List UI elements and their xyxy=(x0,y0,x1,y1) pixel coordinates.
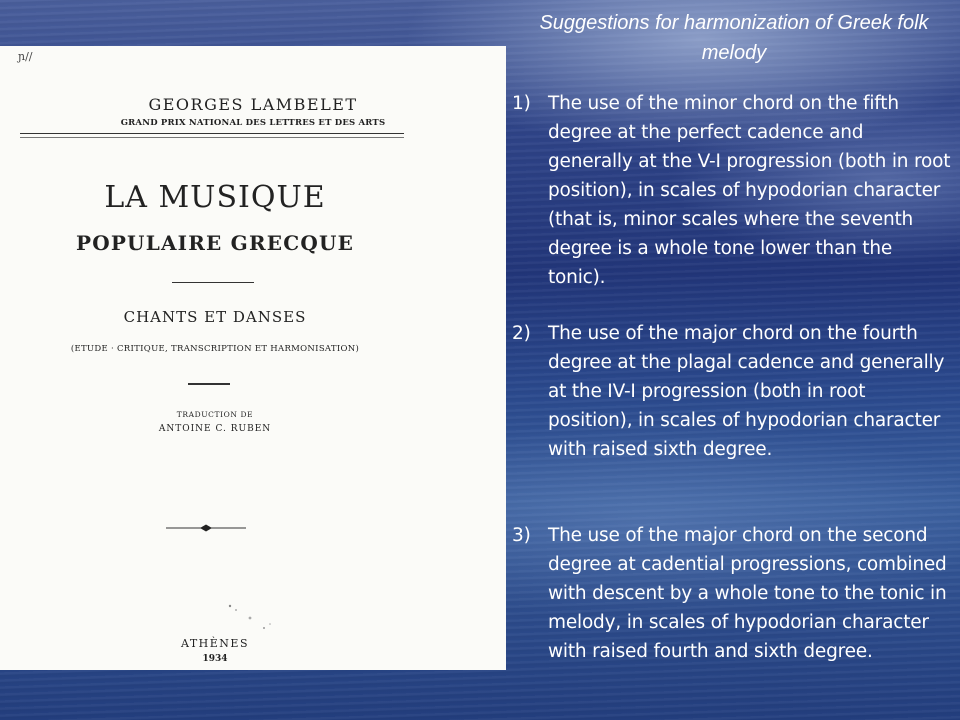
publication-year: 1934 xyxy=(202,654,228,664)
list-item-number: 3) xyxy=(512,525,531,546)
book-author: GEORGES LAMBELET xyxy=(148,95,358,114)
book-title-line2: POPULAIRE GRECQUE xyxy=(75,231,355,255)
list-item-text: The use of the major chord on the fourth degree at the plagal cadence and generally at the IV-I progression (both in root position), in scales of hypodorian character with raised sixth degree. xyxy=(548,323,945,460)
translator-name: ANTOINE C. RUBEN xyxy=(158,424,272,434)
translation-label: TRADUCTION DE xyxy=(176,410,254,419)
list-item-3 xyxy=(512,521,952,666)
book-description: (ETUDE · CRITIQUE, TRANSCRIPTION ET HARMONISATION) xyxy=(70,344,360,354)
header-rule-thin xyxy=(20,137,404,138)
publication-city: ATHÈNES xyxy=(181,637,249,650)
header-rule xyxy=(20,133,404,134)
list-item-text: The use of the minor chord on the fifth degree at the perfect cadence and generally at the V-I progression (both in root position), in scales of hypodorian character (that is, minor scales where the seventh degree is a whole tone lower than the tonic). xyxy=(548,93,951,288)
list-item-text: The use of the major chord on the second degree at cadential progressions, combined with descent by a whole tone to the tonic in melody, in scales of hypodorian character with raised fourth and sixth degree. xyxy=(548,525,947,662)
list-item-number: 1) xyxy=(512,93,531,114)
book-subtitle: CHANTS ET DANSES xyxy=(123,308,307,326)
short-rule xyxy=(188,383,230,385)
list-item-number: 2) xyxy=(512,323,531,344)
list-item-2 xyxy=(512,319,952,464)
list-item-1 xyxy=(512,89,952,292)
book-award: GRAND PRIX NATIONAL DES LETTRES ET DES ARTS xyxy=(120,118,386,128)
paper-speck-icon xyxy=(220,598,280,638)
ornament-icon xyxy=(166,524,246,532)
book-title-page xyxy=(0,46,506,670)
title-rule xyxy=(172,282,254,283)
book-title-line1: LA MUSIQUE xyxy=(104,180,326,215)
slide-title: Suggestions for harmonization of Greek folk melody xyxy=(539,12,929,64)
corner-mark: ɲ// xyxy=(18,50,33,63)
